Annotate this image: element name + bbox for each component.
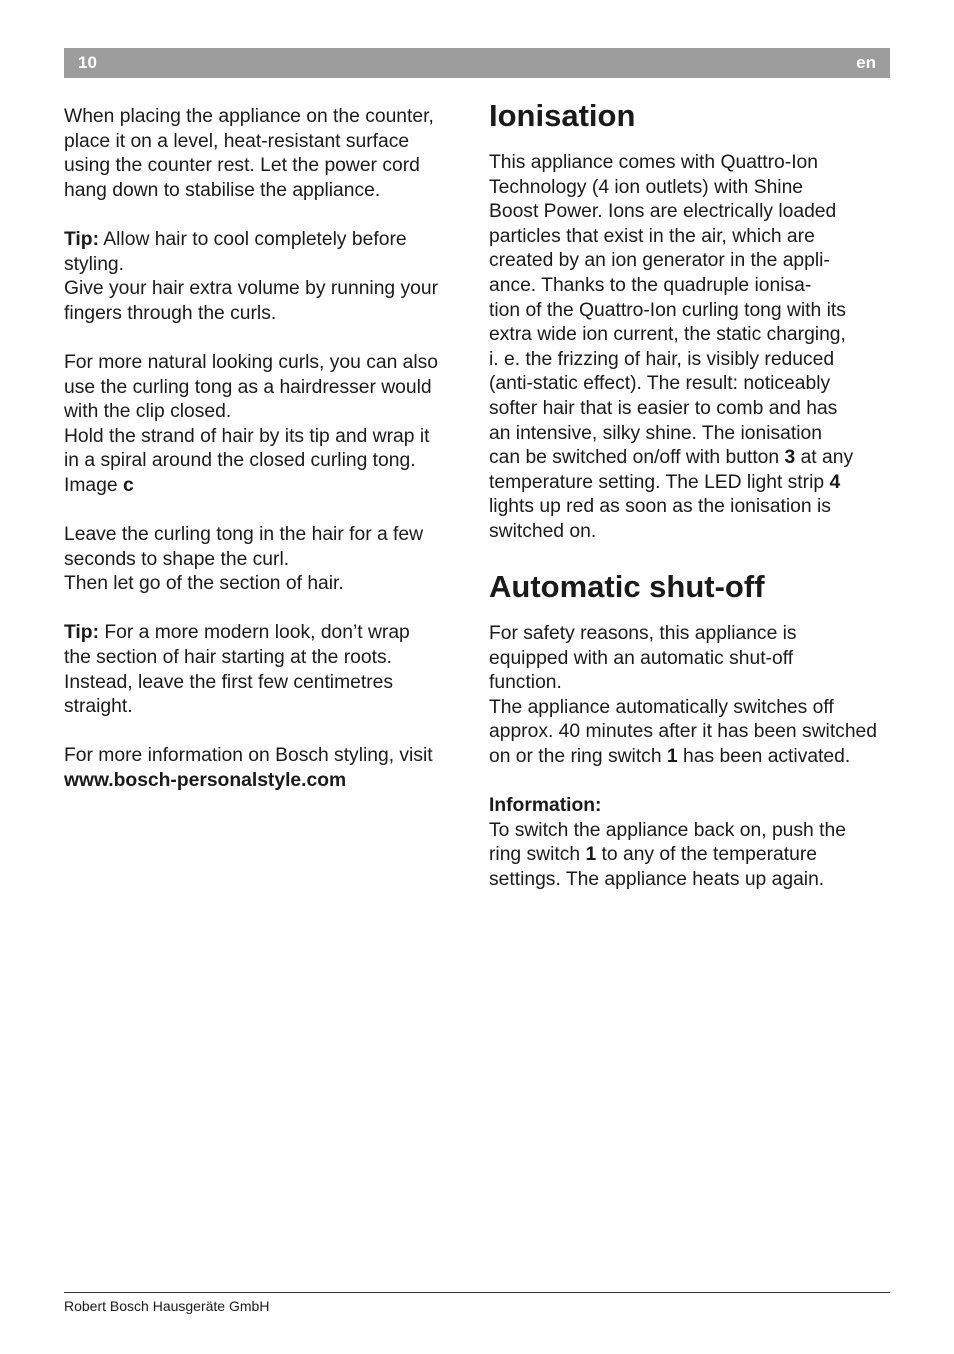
text-line: Give your hair extra volume by running your bbox=[64, 278, 439, 300]
text-line: Leave the curling tong in the hair for a few bbox=[64, 524, 424, 546]
image-label: Image bbox=[64, 474, 123, 496]
text-line: using the counter rest. Let the power cord bbox=[64, 155, 420, 177]
text-line: function. bbox=[489, 672, 562, 694]
text-line: (anti-static effect). The result: noticeably bbox=[489, 373, 831, 395]
text-line: styling. bbox=[64, 253, 125, 275]
text-fragment: ring switch bbox=[489, 844, 586, 866]
information-paragraph bbox=[489, 794, 889, 892]
text-line: use the curling tong as a hairdresser would bbox=[64, 376, 432, 398]
text-line bbox=[64, 474, 464, 499]
ring-switch-number: 1 bbox=[585, 844, 597, 866]
text-line: The appliance automatically switches off bbox=[489, 696, 834, 718]
text-line: seconds to shape the curl. bbox=[64, 548, 290, 570]
text-line: Technology (4 ion outlets) with Shine bbox=[489, 176, 804, 198]
automatic-shutoff-paragraph bbox=[489, 622, 889, 770]
natural-curls-paragraph bbox=[64, 351, 464, 499]
text-line: To switch the appliance back on, push the bbox=[489, 819, 846, 841]
automatic-shutoff-heading: Automatic shut-off bbox=[489, 569, 765, 605]
text-line: equipped with an automatic shut-off bbox=[489, 647, 794, 669]
text-line: settings. The appliance heats up again. bbox=[489, 869, 825, 891]
text-line bbox=[489, 471, 889, 496]
text-line bbox=[64, 621, 464, 646]
text-line: softer hair that is easier to comb and has bbox=[489, 397, 838, 419]
text-line: For more information on Bosch styling, visit bbox=[64, 745, 433, 767]
tip-text: Allow hair to cool completely before bbox=[99, 228, 407, 250]
text-line bbox=[489, 745, 889, 770]
tip-text: For a more modern look, don’t wrap bbox=[99, 622, 410, 644]
text-line: straight. bbox=[64, 696, 133, 718]
text-fragment: at any bbox=[795, 447, 854, 469]
text-line: When placing the appliance on the counter, bbox=[64, 106, 434, 127]
text-line: place it on a level, heat-resistant surface bbox=[64, 130, 410, 152]
tip-cooling-paragraph bbox=[64, 228, 464, 326]
right-column bbox=[489, 98, 889, 917]
text-line: the section of hair starting at the roots. bbox=[64, 647, 392, 669]
text-line: in a spiral around the closed curling tong. bbox=[64, 450, 416, 472]
left-column bbox=[64, 105, 464, 818]
page-number: 10 bbox=[78, 53, 97, 72]
text-line: Then let go of the section of hair. bbox=[64, 573, 344, 595]
footer-divider bbox=[64, 1292, 890, 1293]
text-line: an intensive, silky shine. The ionisation bbox=[489, 422, 822, 444]
text-line: created by an ion generator in the appli- bbox=[489, 250, 830, 272]
text-line: For safety reasons, this appliance is bbox=[489, 623, 797, 645]
text-line: hang down to stabilise the appliance. bbox=[64, 179, 381, 201]
text-line: ance. Thanks to the quadruple ionisa- bbox=[489, 274, 812, 296]
text-line bbox=[489, 446, 889, 471]
leave-tong-paragraph bbox=[64, 523, 464, 597]
ionisation-paragraph bbox=[489, 151, 889, 545]
text-line: Boost Power. Ions are electrically loaded bbox=[489, 201, 837, 223]
led-number: 4 bbox=[829, 471, 841, 493]
text-line: tion of the Quattro-Ion curling tong with its bbox=[489, 299, 846, 321]
footer-company: Robert Bosch Hausgeräte GmbH bbox=[64, 1298, 270, 1314]
text-fragment: to any of the temperature bbox=[596, 844, 817, 866]
language-code: en bbox=[856, 53, 876, 72]
text-line: approx. 40 minutes after it has been switched bbox=[489, 721, 877, 743]
tip-label: Tip: bbox=[64, 228, 99, 250]
more-info-paragraph bbox=[64, 744, 464, 793]
tip-label: Tip: bbox=[64, 622, 99, 644]
text-line bbox=[489, 843, 889, 868]
tip-modern-look-paragraph bbox=[64, 621, 464, 719]
text-fragment: can be switched on/off with button bbox=[489, 447, 785, 469]
ionisation-heading: Ionisation bbox=[489, 98, 636, 133]
text-line: extra wide ion current, the static charging, bbox=[489, 324, 846, 346]
text-line: with the clip closed. bbox=[64, 401, 232, 423]
text-line: i. e. the frizzing of hair, is visibly reduced bbox=[489, 348, 835, 370]
text-fragment: has been activated. bbox=[677, 746, 851, 768]
bosch-website-link[interactable]: www.bosch-personalstyle.com bbox=[64, 770, 347, 792]
text-line: Instead, leave the first few centimetres bbox=[64, 671, 394, 693]
text-line bbox=[64, 228, 464, 253]
text-line: fingers through the curls. bbox=[64, 302, 277, 324]
text-line: switched on. bbox=[489, 520, 597, 542]
image-reference: c bbox=[122, 474, 134, 496]
text-line: Hold the strand of hair by its tip and wrap it bbox=[64, 425, 430, 447]
page-header-bar bbox=[64, 48, 890, 78]
text-line: For more natural looking curls, you can also bbox=[64, 351, 439, 373]
text-line: This appliance comes with Quattro-Ion bbox=[489, 152, 819, 173]
text-fragment: temperature setting. The LED light strip bbox=[489, 471, 830, 493]
ring-switch-number: 1 bbox=[666, 746, 678, 768]
placement-paragraph bbox=[64, 105, 464, 203]
text-line: lights up red as soon as the ionisation is bbox=[489, 496, 831, 518]
text-fragment: on or the ring switch bbox=[489, 746, 667, 768]
text-line: particles that exist in the air, which are bbox=[489, 225, 815, 247]
button-number: 3 bbox=[784, 447, 796, 469]
information-label: Information: bbox=[489, 795, 602, 817]
